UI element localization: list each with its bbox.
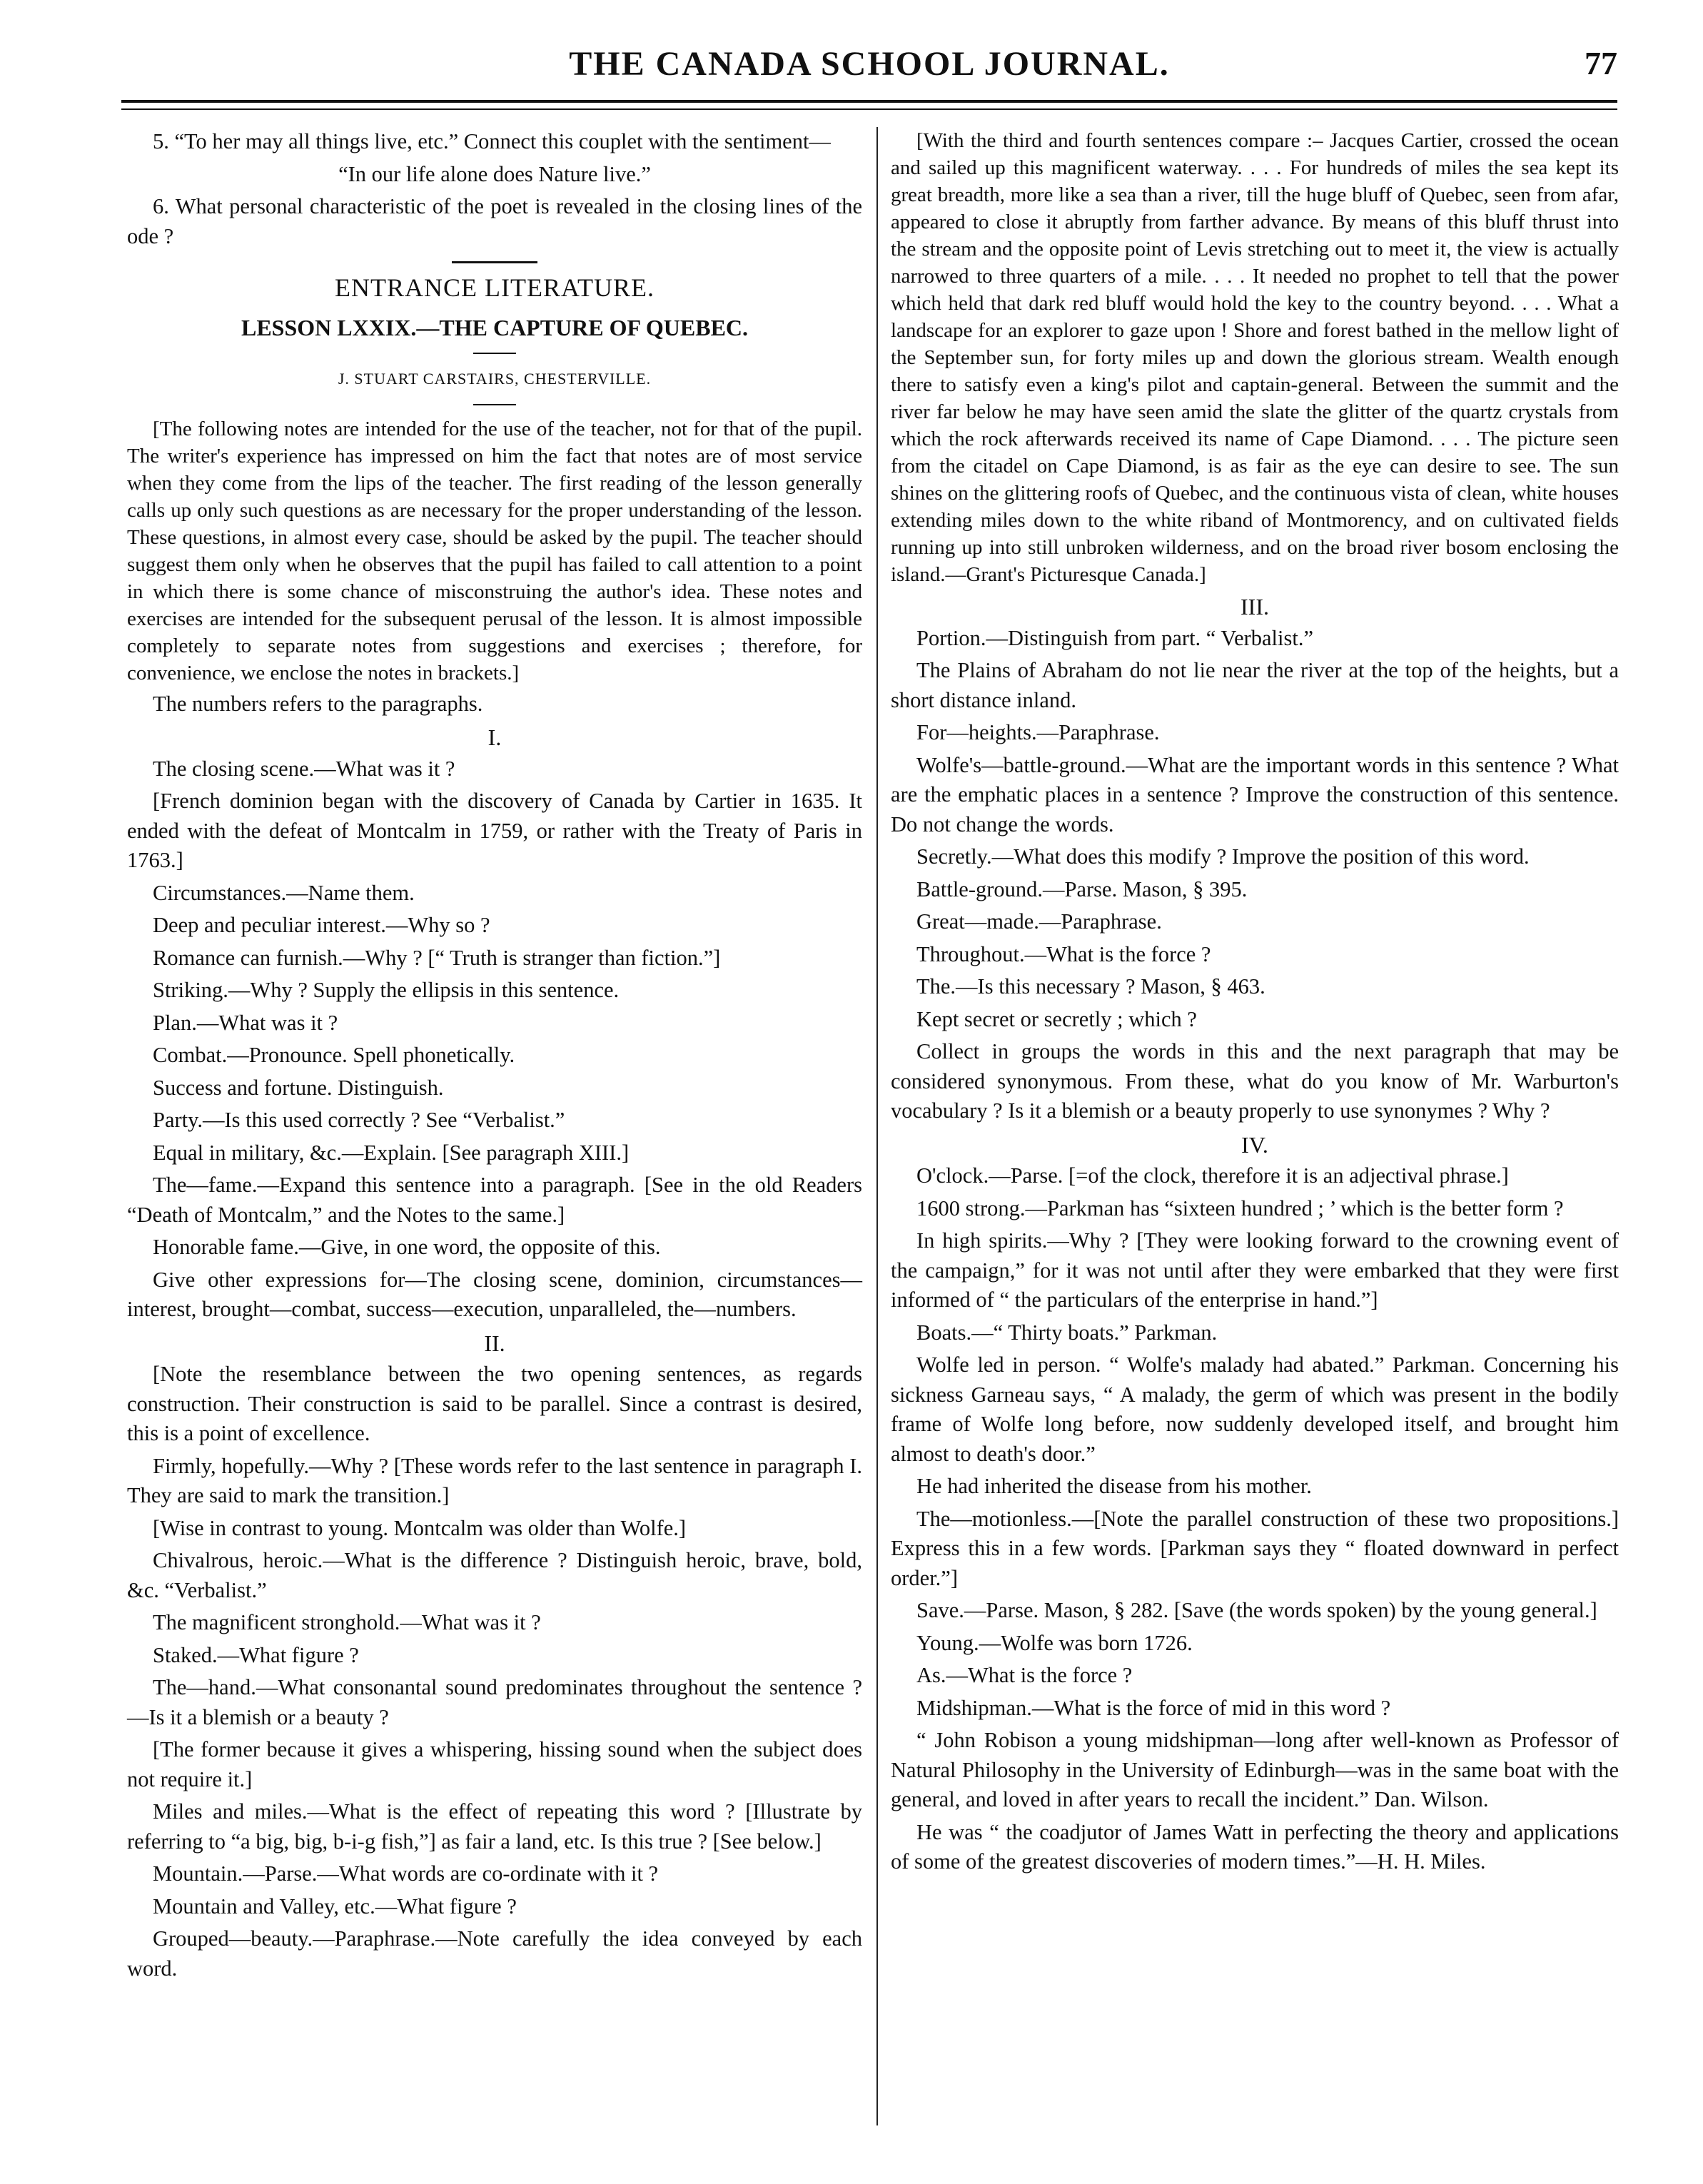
note-item: Collect in groups the words in this and the next paragraph that may be considered synonymous. From these, what do you know of Mr. Warburton's vocabulary ? Is it a blemish or a beauty properly to use synonymes ? Why ?	[891, 1039, 1619, 1123]
note-item: As.—What is the force ?	[916, 1663, 1133, 1687]
note-item: Secretly.—What does this modify ? Improve the position of this word.	[916, 844, 1530, 869]
note-item: Boats.—“ Thirty boats.” Parkman.	[916, 1320, 1218, 1345]
note-item: Mountain and Valley, etc.—What figure ?	[153, 1894, 517, 1918]
right-column	[891, 127, 1619, 1880]
question-6: 6. What personal characteristic of the poet is revealed in the closing lines of the ode ?	[127, 194, 862, 248]
page-number: 77	[1585, 45, 1617, 81]
header-rule-thin	[121, 108, 1617, 110]
intro-note: [The following notes are intended for the use of the teacher, not for that of the pupil. The writer's experience has impressed on him the fact that notes are of most service when they come from the lips of the teacher. The first reading of the lesson generally calls up only such questions as are necessary for the proper understanding of the lesson. These questions, in almost every case, should be asked by the pupil. The teacher should suggest them only when he observes that the pupil has failed to call attention to a point in which there is some chance of misconstruing the author's idea. These notes and exercises are intended for the subsequent perusal of the lesson. It is almost impossible completely to separate notes from suggestions and exercises ; therefore, for convenience, we enclose the notes in brackets.]	[127, 417, 862, 684]
note-item: The—hand.—What consonantal sound predominates throughout the sentence ?—Is it a blemish or a beauty ?	[127, 1675, 862, 1729]
quotation-block: [With the third and fourth sentences compare :– Jacques Cartier, crossed the ocean and sailed up this magnificent waterway. . . . For hundreds of miles the sea kept its great breadth, more like a sea than a river, till the huge bluff of Quebec, seen from afar, appeared to close it abruptly from farther advance. By means of this bluff thrust into the stream and the opposite point of Levis stretching out to meet it, the view is actually narrowed to three quarters of a mile. . . . It needed no prophet to tell that the power which held that dark red bluff would hold the key to the country beyond. . . . What a landscape for an explorer to gaze upon ! Shore and forest bathed in the mellow light of the September sun, for forty miles up and down the glorious stream. Wealth enough there to satisfy even a king's pilot and captain-general. Between the summit and the river far below he may have seen amid the slate the glitter of the quartz crystals from which the rock afterwards received its name of Cape Diamond. . . . The picture seen from the citadel on Cape Diamond, is as fair as the eye can desire to see. The sun shines on the glittering roofs of Quebec, and the continuous vista of clean, white houses extending miles down to the white riband of Montmorency, and on cultivated fields running up into still unbroken wilderness, and on the broad river bosom enclosing the island.—Grant's Picturesque Canada.]	[891, 129, 1619, 586]
section-heading-3: III.	[1240, 594, 1269, 620]
note-item: [The former because it gives a whispering, hissing sound when the subject does not require it.]	[127, 1737, 862, 1791]
numbers-note: The numbers refers to the paragraphs.	[153, 691, 483, 716]
note-item: Combat.—Pronounce. Spell phonetically.	[153, 1043, 515, 1067]
note-item: Midshipman.—What is the force of mid in this word ?	[916, 1695, 1391, 1720]
journal-title: THE CANADA SCHOOL JOURNAL.	[569, 45, 1170, 83]
column-divider	[876, 127, 878, 2125]
note-item: Circumstances.—Name them.	[153, 880, 415, 905]
note-item: Plan.—What was it ?	[153, 1010, 338, 1035]
left-column	[127, 127, 862, 1986]
note-item: [Note the resemblance between the two opening sentences, as regards construction. Their construction is said to be parallel. Since a contrast is desired, this is a point of excellence.	[127, 1362, 862, 1445]
note-item: He had inherited the disease from his mother.	[916, 1474, 1312, 1498]
note-item: Staked.—What figure ?	[153, 1642, 359, 1667]
note-item: Give other expressions for—The closing scene, dominion, circumstances—interest, brought—combat, success—execution, unparalleled, the—numbers.	[127, 1267, 862, 1321]
note-item: Great—made.—Paraphrase.	[916, 909, 1162, 934]
lesson-title: LESSON LXXIX.—THE CAPTURE OF QUEBEC.	[241, 314, 749, 340]
section-rule	[452, 261, 537, 263]
author-byline: J. STUART CARSTAIRS, CHESTERVILLE.	[338, 370, 652, 388]
note-item: Romance can furnish.—Why ? [“ Truth is stranger than fiction.”]	[153, 945, 721, 970]
note-item: Portion.—Distinguish from part. “ Verbalist.”	[916, 625, 1313, 650]
note-item: Save.—Parse. Mason, § 282. [Save (the words spoken) by the young general.]	[916, 1598, 1597, 1622]
question-5-quote: “In our life alone does Nature live.”	[338, 161, 651, 186]
note-item: The.—Is this necessary ? Mason, § 463.	[916, 974, 1265, 999]
note-item: Chivalrous, heroic.—What is the difference ? Distinguish heroic, brave, bold, &c. “Verbalist.”	[127, 1548, 862, 1602]
running-head	[121, 44, 1617, 87]
byline-rule	[473, 404, 516, 405]
section-heading-4: IV.	[1241, 1131, 1268, 1158]
note-item: He was “ the coadjutor of James Watt in perfecting the theory and applications of some of the greatest discoveries of modern times.”—H. H. Miles.	[891, 1819, 1619, 1874]
header-rule-thick	[121, 100, 1617, 103]
question-5: 5. “To her may all things live, etc.” Connect this couplet with the sentiment—	[153, 129, 831, 153]
note-item: Mountain.—Parse.—What words are co-ordinate with it ?	[153, 1861, 659, 1886]
section-heading-2: II.	[484, 1330, 505, 1356]
note-item: Grouped—beauty.—Paraphrase.—Note carefully the idea conveyed by each word.	[127, 1926, 862, 1981]
note-item: Wolfe's—battle-ground.—What are the important words in this sentence ? What are the emphatic places in a sentence ? Improve the construction of this sentence. Do not change the words.	[891, 752, 1619, 836]
note-item: Miles and miles.—What is the effect of repeating this word ? [Illustrate by referring to “a big, big, b-i-g fish,”] as fair a land, etc. Is this true ? [See below.]	[127, 1799, 862, 1854]
note-item: Success and fortune. Distinguish.	[153, 1075, 444, 1100]
note-item: The closing scene.—What was it ?	[153, 756, 455, 781]
note-item: [French dominion began with the discovery of Canada by Cartier in 1635. It ended with the defeat of Montcalm in 1759, or rather with the Treaty of Paris in 1763.]	[127, 789, 862, 872]
note-item: For—heights.—Paraphrase.	[916, 720, 1160, 744]
note-item: Equal in military, &c.—Explain. [See paragraph XIII.]	[153, 1140, 630, 1165]
note-item: Young.—Wolfe was born 1726.	[916, 1630, 1193, 1655]
note-item: O'clock.—Parse. [=of the clock, therefore it is an adjectival phrase.]	[916, 1163, 1509, 1188]
note-item: Deep and peculiar interest.—Why so ?	[153, 913, 490, 937]
note-item: The—motionless.—[Note the parallel construction of these two propositions.] Express this in a few words. [Parkman says they “ floated downward in perfect order.”]	[891, 1506, 1619, 1590]
section-title: ENTRANCE LITERATURE.	[335, 273, 655, 302]
section-heading-1: I.	[487, 724, 502, 750]
note-item: Honorable fame.—Give, in one word, the opposite of this.	[153, 1235, 661, 1259]
note-item: Wolfe led in person. “ Wolfe's malady had abated.” Parkman. Concerning his sickness Garneau says, “ A malady, the germ of which was present in the bodily frame of Wolfe long before, now suddenly developed itself, and brought him almost to death's door.”	[891, 1353, 1619, 1466]
note-item: Throughout.—What is the force ?	[916, 941, 1211, 966]
note-item: 1600 strong.—Parkman has “sixteen hundred ; ’ which is the better form ?	[916, 1195, 1564, 1220]
note-item: Battle-ground.—Parse. Mason, § 395.	[916, 876, 1248, 901]
note-item: Kept secret or secretly ; which ?	[916, 1006, 1197, 1031]
note-item: “ John Robison a young midshipman—long after well-known as Professor of Natural Philosophy in the University of Edinburgh—was in the same boat with the general, and loved in after years to recall the incident.” Dan. Wilson.	[891, 1728, 1619, 1811]
note-item: The magnificent stronghold.—What was it ?	[153, 1610, 541, 1634]
note-item: Party.—Is this used correctly ? See “Verbalist.”	[153, 1108, 565, 1132]
note-item: The Plains of Abraham do not lie near the river at the top of the heights, but a short distance inland.	[891, 658, 1619, 712]
note-item: Striking.—Why ? Supply the ellipsis in this sentence.	[153, 978, 620, 1002]
note-item: The—fame.—Expand this sentence into a paragraph. [See in the old Readers “Death of Montcalm,” and the Notes to the same.]	[127, 1173, 862, 1227]
lesson-rule	[473, 353, 516, 354]
note-item: In high spirits.—Why ? [They were looking forward to the crowning event of the campaign,” for it was not until after they were embarked that they were first informed of “ the particulars of the enterprise in hand.”]	[891, 1228, 1619, 1312]
note-item: Firmly, hopefully.—Why ? [These words refer to the last sentence in paragraph I. They are said to mark the transition.]	[127, 1453, 862, 1507]
note-item: [Wise in contrast to young. Montcalm was older than Wolfe.]	[153, 1515, 687, 1540]
